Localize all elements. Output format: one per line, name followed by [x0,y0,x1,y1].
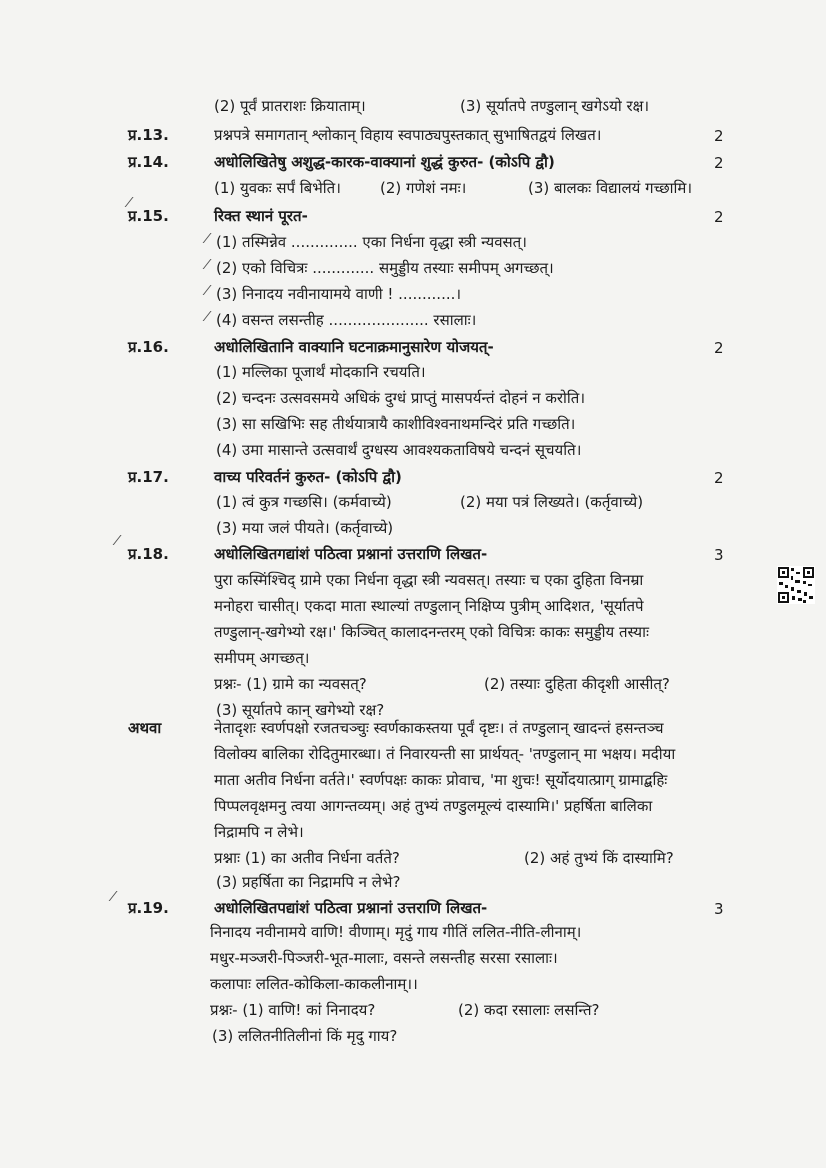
marks: 2 [714,339,724,357]
question-text: अधोलिखितपद्यांशं पठित्वा प्रश्नानां उत्तराणि लिखत- [214,899,488,917]
option-line: (2) मया पत्रं लिख्यते। (कर्तृवाच्ये) [460,493,644,511]
question-number: प्र.13. [128,126,169,144]
sub-question: प्रश्नः- (1) ग्रामे का न्यवसत्? [214,675,367,693]
verse-line: कलापाः ललित-कोकिला-काकलीनाम्।। [210,975,418,993]
option-line: (2) एको विचित्रः ............. समुड्डीय तस्याः समीपम् अगच्छत्। [216,259,554,277]
question-text: अधोलिखितगद्यांशं पठित्वा प्रश्नानां उत्तराणि लिखत- [214,545,488,563]
option-line: (4) उमा मासान्ते उत्सवार्थं दुग्धस्य आवश्यकताविषये चन्दनं सूचयति। [216,441,582,459]
option-line: (1) मल्लिका पूजार्थं मोदकानि रचयति। [216,363,426,381]
option-line: (1) तस्मिन्नेव .............. एका निर्धना वृद्धा स्त्री न्यवसत्। [216,233,527,251]
marks: 2 [714,469,724,487]
pen-mark-icon: ⁄ [206,232,209,247]
pen-mark-icon: ⁄ [112,890,115,905]
question-text: अधोलिखितानि वाक्यानि घटनाक्रमानुसारेण योजयत्- [214,338,494,356]
option-line: (1) त्वं कुत्र गच्छसि। (कर्मवाच्ये) [216,493,392,511]
passage-line: निद्रामपि न लेभे। [214,823,304,841]
sub-question: (2) तस्याः दुहिता कीदृशी आसीत्? [484,675,670,693]
option-line: (3) मया जलं पीयते। (कर्तृवाच्ये) [216,519,394,537]
sub-question: (3) सूर्यातपे कान् खगेभ्यो रक्ष? [216,701,385,719]
pen-mark-icon: ⁄ [206,258,209,273]
pen-mark-icon: ⁄ [206,284,209,299]
qr-code [777,566,815,604]
sub-question: प्रश्नः- (1) वाणि! कां निनादय? [210,1001,376,1019]
sub-question: (3) प्रहर्षिता का निद्रामपि न लेभे? [216,873,401,891]
question-number: प्र.18. [128,545,169,563]
passage-line: नेतादृशः स्वर्णपक्षो रजतचञ्चुः स्वर्णकाकस्तया पूर्वं दृष्टः। तं तण्डुलान् खादन्तं हसन्तञ्च [214,719,664,737]
option-line: (1) युवकः सर्पं बिभेति। [214,179,341,197]
passage-line: पिप्पलवृक्षमनु त्वया आगन्तव्यम्। अहं तुभ्यं तण्डुलमूल्यं दास्यामि।' प्रहर्षिता बालिका [214,797,653,815]
sub-question: प्रश्नाः (1) का अतीव निर्धना वर्तते? [214,849,400,867]
marks: 2 [714,154,724,172]
pen-mark-icon: ⁄ [206,310,209,325]
question-number: प्र.17. [128,468,169,486]
passage-line: मनोहरा चासीत्। एकदा माता स्थाल्यां तण्डुलान् निक्षिप्य पुत्रीम् आदिशत, 'सूर्यातपे [214,597,644,615]
marks: 2 [714,208,724,226]
athava-label: अथवा [128,719,162,737]
passage-line: समीपम् अगच्छत्। [214,649,310,667]
verse-line: मधुर-मञ्जरी-पिञ्जरी-भूत-मालाः, वसन्ते लसन्तीह सरसा रसालाः। [210,949,558,967]
passage-line: माता अतीव निर्धना वर्तते।' स्वर्णपक्षः काकः प्रोवाच, 'मा शुचः! सूर्योदयात्प्राग् ग्रामाद्बहिः [214,771,668,789]
pen-mark-icon: ⁄ [128,196,131,211]
option-line: (4) वसन्त लसन्तीह ..................... रसालाः। [216,311,477,329]
question-text: अधोलिखितेषु अशुद्ध-कारक-वाक्यानां शुद्धं कुरुत- (कोऽपि द्वौ) [214,153,555,171]
verse-line: निनादय नवीनामये वाणि! वीणाम्। मृदुं गाय गीतिं ललित-नीति-लीनाम्। [210,923,582,941]
question-number: प्र.19. [128,899,169,917]
question-number: प्र.16. [128,338,169,356]
pen-mark-icon: ⁄ [116,534,119,549]
option-line: (2) पूर्वं प्रातराशः क्रियाताम्। [214,97,366,115]
passage-line: विलोक्य बालिका रोदितुमारब्धा। तं निवारयन्ती सा प्रार्थयत्- 'तण्डुलान् मा भक्षय। मदीया [214,745,676,763]
option-line: (3) सूर्यातपे तण्डुलान् खगेऽयो रक्ष। [460,97,650,115]
option-line: (2) गणेशं नमः। [380,179,467,197]
option-line: (3) निनादय नवीनायामये वाणी ! ............। [216,285,462,303]
sub-question: (2) कदा रसालाः लसन्ति? [458,1001,600,1019]
sub-question: (3) ललितनीतिलीनां किं मृदु गाय? [212,1027,398,1045]
marks: 3 [714,546,724,564]
marks: 3 [714,900,724,918]
option-line: (2) चन्दनः उत्सवसमये अधिकं दुग्धं प्राप्तुं मासपर्यन्तं दोहनं न करोति। [216,389,586,407]
question-number: प्र.14. [128,153,169,171]
option-line: (3) सा सखिभिः सह तीर्थयात्रायै काशीविश्वनाथमन्दिरं प्रति गच्छति। [216,415,576,433]
question-text: रिक्त स्थानं पूरत- [214,207,308,225]
question-text: वाच्य परिवर्तनं कुरुत- (कोऽपि द्वौ) [214,468,402,486]
question-text: प्रश्नपत्रे समागतान् श्लोकान् विहाय स्वपाठ्यपुस्तकात् सुभाषितद्वयं लिखत। [214,126,602,144]
sub-question: (2) अहं तुभ्यं किं दास्यामि? [524,849,674,867]
option-line: (3) बालकः विद्यालयं गच्छामि। [528,179,693,197]
marks: 2 [714,127,724,145]
passage-line: पुरा कस्मिंश्चिद् ग्रामे एका निर्धना वृद्धा स्त्री न्यवसत्। तस्याः च एका दुहिता विनम्रा [214,571,644,589]
passage-line: तण्डुलान्-खगेभ्यो रक्ष।' किञ्चित् कालादनन्तरम् एको विचित्रः काकः समुड्डीय तस्याः [214,623,649,641]
question-number: प्र.15. [128,207,169,225]
